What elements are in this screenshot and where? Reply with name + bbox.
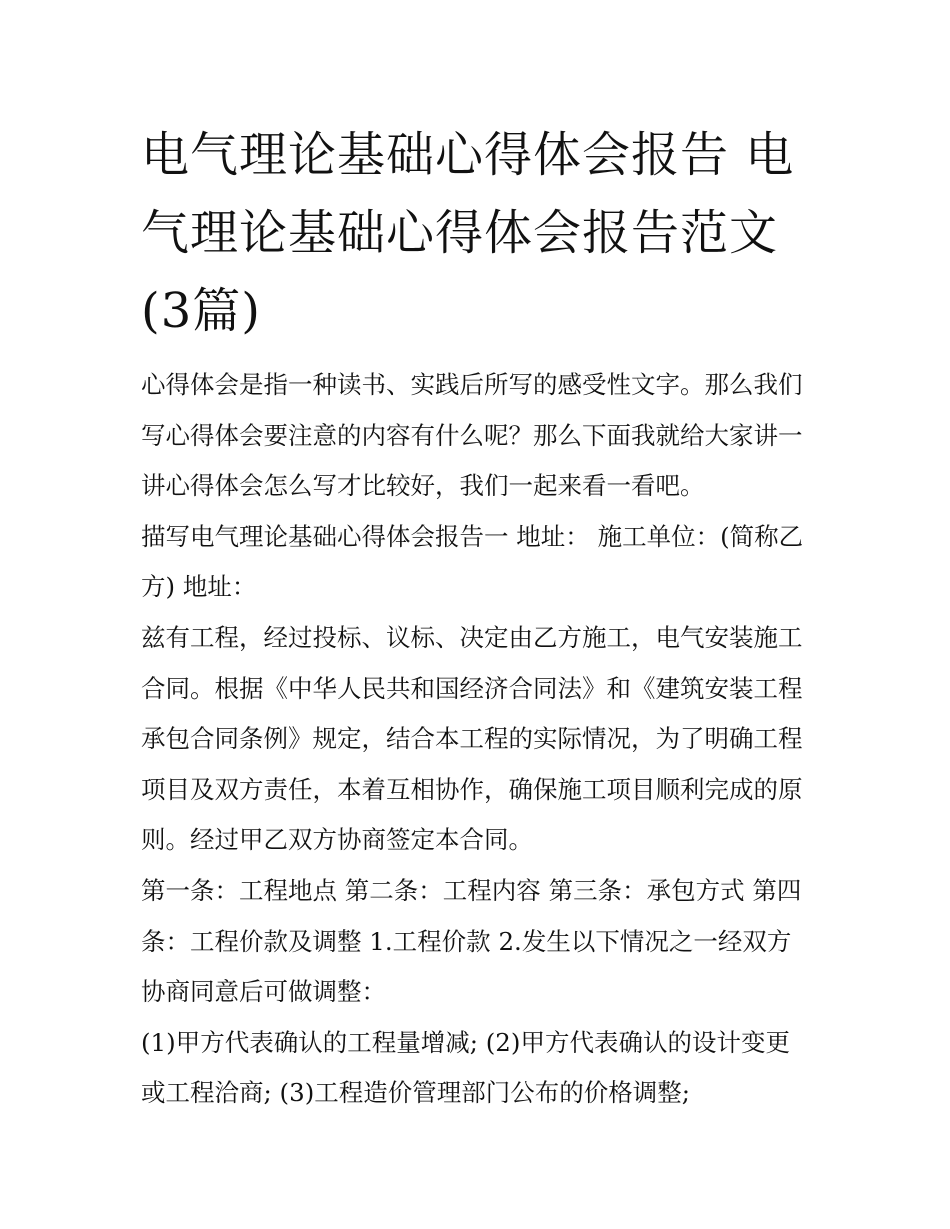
paragraph-articles: 第一条：工程地点 第二条：工程内容 第三条：承包方式 第四条：工程价款及调整 1.工程价款 2.发生以下情况之一经双方协商同意后可做调整： — [141, 875, 802, 1007]
paragraph-intro: 心得体会是指一种读书、实践后所写的感受性文字。那么我们写心得体会要注意的内容有什么呢？那么下面我就给大家讲一讲心得体会怎么写才比较好，我们一起来看一看吧。 — [141, 370, 803, 501]
paragraph-address: 描写电气理论基础心得体会报告一 地址： 施工单位：(简称乙方) 地址： — [141, 521, 804, 602]
paragraph-contract-preamble: 兹有工程，经过投标、议标、决定由乙方施工，电气安装施工合同。根据《中华人民共和国经济合同法》和《建筑安装工程承包合同条例》规定，结合本工程的实际情况，为了明确工程项目及双方责任，本着互相协作，确保施工项目顺利完成的原则。经过甲乙双方协商签定本合同。 — [141, 622, 803, 855]
document-body — [141, 116, 813, 1119]
paragraph-adjustments: (1)甲方代表确认的工程量增减; (2)甲方代表确认的设计变更或工程洽商; (3)工程造价管理部门公布的价格调整; — [141, 1027, 790, 1108]
document-title: 电气理论基础心得体会报告 电气理论基础心得体会报告范文(3篇) — [141, 127, 795, 339]
